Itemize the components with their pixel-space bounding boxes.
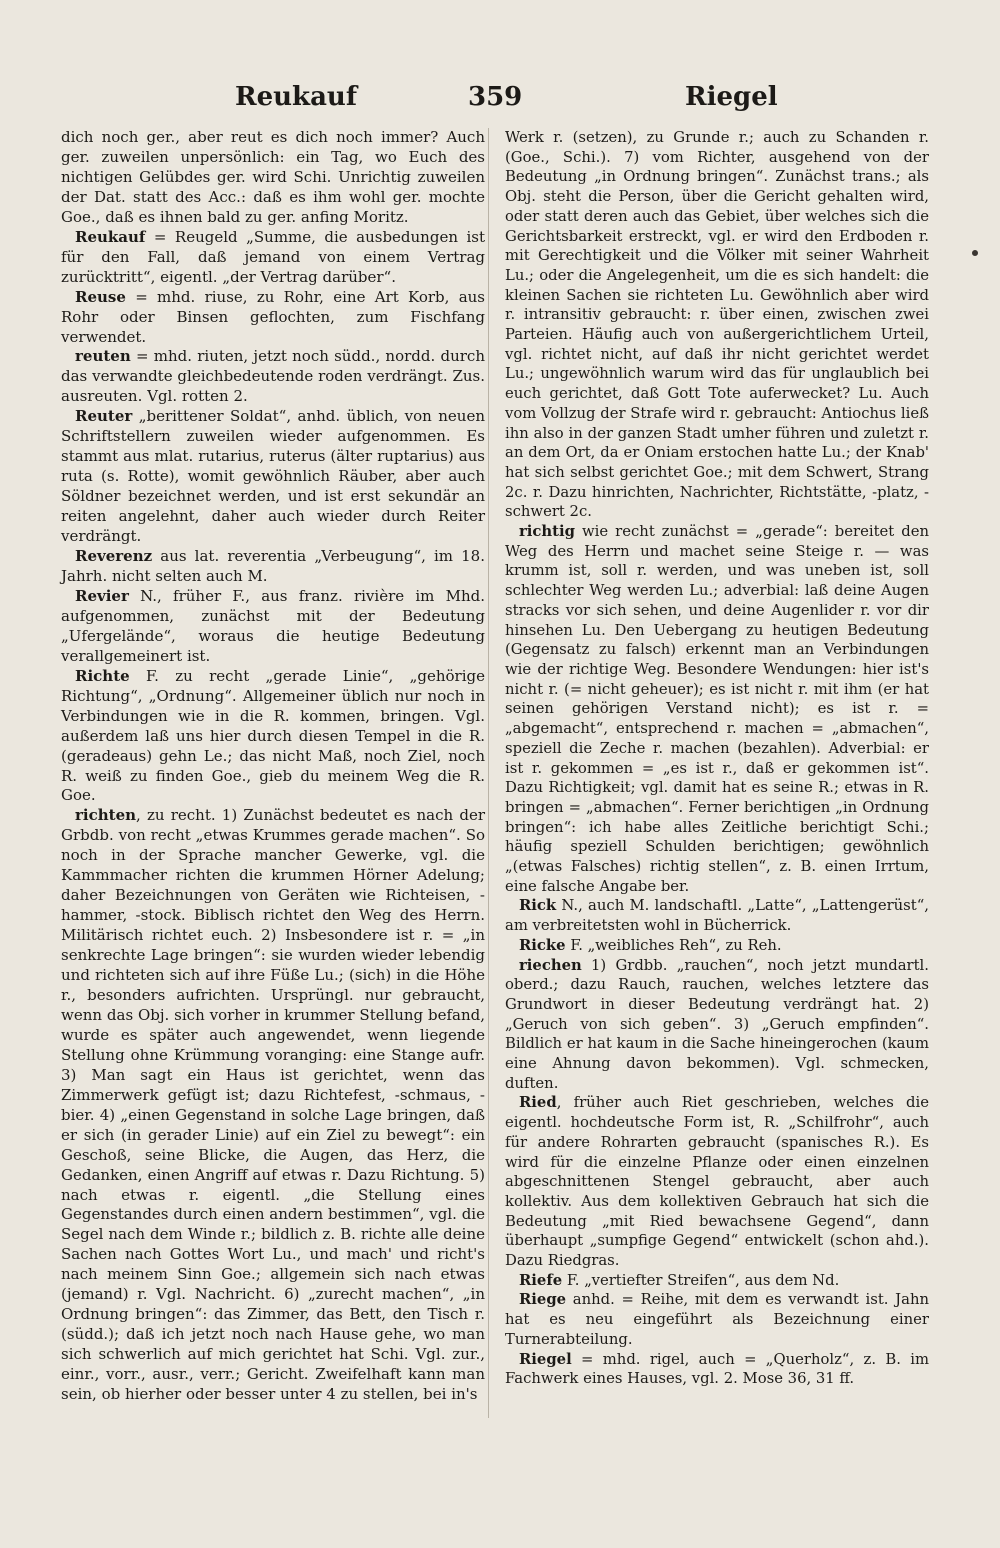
dictionary-entry	[61, 587, 485, 667]
entry-body: F. „vertiefter Streifen“, aus dem Nd.	[562, 1271, 840, 1289]
entry-body: Werk r. (setzen), zu Grunde r.; auch zu Schanden r. (Goe., Schi.). 7) vom Richter, ausgehend von der Bedeutung „in Ordnung bringen“. Zunächst trans.; als Obj. steht die Person, über die Gericht gehalten wird, oder statt deren auch das Gebiet, über welches sich die Gerichtsbarkeit erstreckt, vgl. er wird den Erdboden r. mit Gerechtigkeit und die Völker mit seiner Wahrheit Lu.; oder die Angelegenheit, um die es sich handelt: die kleinen Sachen sie richteten Lu. Gewöhnlich aber wird r. intransitiv gebraucht: r. über einen, zwischen zwei Parteien. Häufig auch von außergerichtlichem Urteil, vgl. richtet nicht, auf daß ihr nicht gerichtet werdet Lu.; ungewöhnlich warum wird das für unglaublich bei euch gerichtet, daß Gott Tote auferwecket? Lu. Auch vom Vollzug der Strafe wird r. gebraucht: Antiochus ließ ihn also in der ganzen Stadt umher führen und zuletzt r. an dem Ort, da er Oniam erstochen hatte Lu.; der Knab' hat sich selbst gerichtet Goe.; mit dem Schwert, Strang 2c. r. Dazu hinrichten, Nachrichter, Richtstätte, -platz, -schwert 2c.	[505, 129, 929, 521]
entry-body: „berittener Soldat“, anhd. üblich, von neuen Schriftstellern zuweilen wieder aufgenommen. Es stammt aus mlat. rutarius, ruterus (älter ruptarius) aus ruta (s. Rotte), womit gewöhnlich Räuber, aber auch Söldner bezeichnet werden, und ist erst sekundär an reiten angelehnt, daher auch wieder durch Reiter verdrängt.	[61, 407, 485, 546]
dictionary-entry	[61, 128, 485, 228]
entry-headword: Reuter	[75, 407, 133, 426]
entry-headword: Rick	[519, 897, 557, 915]
dictionary-entry	[61, 228, 485, 288]
entry-headword: Revier	[75, 586, 129, 605]
entry-body: = mhd. riuten, jetzt noch südd., nordd. durch das verwandte gleichbedeutende roden verdrängt. Zus. ausreuten. Vgl. rotten 2.	[61, 347, 485, 406]
entry-body: wie recht zunächst = „gerade“: bereitet den Weg des Herrn und machet seine Steige r. — was krumm ist, soll r. werden, und was uneben ist, soll schlechter Weg werden Lu.; adverbial: laß deine Augen stracks vor sich sehen, und deine Augenlider r. vor dir hinsehen Lu. Den Uebergang zu heutigen Bedeutung (Gegensatz zu falsch) erkennt man an Verbindungen wie der richtige Weg. Besondere Wendungen: hier ist's nicht r. (= nicht geheuer); es ist nicht r. mit ihm (er hat seinen gehörigen Verstand nicht); es ist r. = „abgemacht“, entsprechend r. machen = „abmachen“, speziell die Zeche r. machen (bezahlen). Adverbial: er ist r. gekommen = „es ist r., daß er gekommen ist“. Dazu Richtigkeit; vgl. damit hat es seine R.; etwas in R. bringen = „abmachen“. Ferner berichtigen „in Ordnung bringen“: ich habe alles Zeitliche berichtigt Schi.; häufig speziell Schulden berichtigen; gewöhnlich „(etwas Falsches) richtig stellen“, z. B. einen Irrtum, eine falsche Angabe ber.	[505, 523, 929, 895]
entry-body: = mhd. riuse, zu Rohr, eine Art Korb, aus Rohr oder Binsen geflochten, zum Fischfang verwendet.	[61, 287, 485, 346]
entry-headword: Ried	[519, 1094, 557, 1112]
entry-headword: richten	[75, 806, 137, 825]
entry-body: dich noch ger., aber reut es dich noch immer? Auch ger. zuweilen unpersönlich: ein Tag, wo Euch des nichtigen Gelübdes ger. wird Schi. Unrichtig zuweilen der Dat. statt des Acc.: daß es ihm wohl ger. mochte Goe., daß es ihnen bald zu ger. anfing Moritz.	[61, 128, 485, 226]
page-number: 359	[468, 82, 523, 112]
entry-body: , früher auch Riet geschrieben, welches die eigentl. hochdeutsche Form ist, R. „Schilfrohr“, auch für andere Rohrarten gebraucht (spanisches R.). Es wird für die einzelne Pflanze oder einen einzelnen abgeschnittenen Stengel gebraucht, aber auch kollektiv. Aus dem kollektiven Gebrauch hat sich die Bedeutung „mit Ried bewachsene Gegend“, dann überhaupt „sumpfige Gegend“ entwickelt (schon ahd.). Dazu Riedgras.	[505, 1094, 929, 1270]
dictionary-entry	[505, 1093, 929, 1270]
dictionary-entry	[61, 667, 485, 807]
entry-headword: Ricke	[519, 936, 566, 954]
dictionary-entry	[61, 288, 485, 348]
entry-body: N., früher F., aus franz. rivière im Mhd. aufgenommen, zunächst mit der Bedeutung „Ufergelände“, woraus die heutige Bedeutung verallgemeinert ist.	[61, 586, 485, 665]
entry-headword: Richte	[75, 666, 130, 685]
dictionary-entry	[505, 956, 929, 1094]
entry-body: anhd. = Reihe, mit dem es verwandt ist. Jahn hat es neu eingeführt als Bezeichnung einer Turnerabteilung.	[505, 1291, 929, 1348]
entry-body: = Reugeld „Summe, die ausbedungen ist für den Fall, daß jemand von einem Vertrag zurücktritt“, eigentl. „der Vertrag darüber“.	[61, 227, 485, 286]
entry-body: F. „weibliches Reh“, zu Reh.	[565, 936, 782, 954]
entry-headword: Riege	[519, 1291, 567, 1309]
margin-mark	[972, 250, 978, 256]
entry-body: = mhd. rigel, auch = „Querholz“, z. B. im Fachwerk eines Hauses, vgl. 2. Mose 36, 31 ff.	[505, 1350, 929, 1388]
entry-body: 1) Grdbb. „rauchen“, noch jetzt mundartl. oberd.; dazu Rauch, rauchen, welches letztere das Grundwort in dieser Bedeutung verdrängt hat. 2) „Geruch von sich geben“. 3) „Geruch empfinden“. Bildlich er hat kaum in die Sache hineingerochen (kaum eine Ahnung davon bekommen). Vgl. schmecken, duften.	[505, 956, 929, 1092]
entry-headword: riechen	[519, 956, 582, 974]
entry-headword: Riegel	[519, 1350, 572, 1368]
dictionary-entry	[505, 896, 929, 935]
entry-body: , zu recht. 1) Zunächst bedeutet es nach der Grbdb. von recht „etwas Krummes gerade machen“. So noch in der Sprache mancher Gewerke, vgl. die Kammmacher richten die krummen Hörner Adelung; daher Bezeichnungen von Geräten wie Richteisen, -hammer, -stock. Biblisch richtet den Weg des Herrn. Militärisch richtet euch. 2) Insbesondere ist r. = „in senkrechte Lage bringen“: sie wurden wieder lebendig und richteten sich auf ihre Füße Lu.; (sich) in die Höhe r., besonders aufrichten. Ursprüngl. nur gebraucht, wenn das Obj. sich vorher in krummer Stellung befand, wurde es später auch angewendet, wenn liegende Stellung ohne Krümmung voranging: eine Stange aufr. 3) Man sagt ein Haus ist gerichtet, wenn das Zimmerwerk gefügt ist; dazu Richtefest, -schmaus, -bier. 4) „einen Gegenstand in solche Lage bringen, daß er sich (in gerader Linie) auf ein Ziel zu bewegt“: ein Geschoß, seine Blicke, die Augen, das Herz, die Gedanken, einen Angriff auf etwas r. Dazu Richtung. 5) nach etwas r. eigentl. „die Stellung eines Gegenstandes durch einen andern bestimmen“, vgl. die Segel nach dem Winde r.; bildlich z. B. richte alle deine Sachen nach Gottes Wort Lu., und mach' und richt's nach meinem Sinn Goe.; allgemein sich nach etwas (jemand) r. Vgl. Nachricht. 6) „zurecht machen“, „in Ordnung bringen“: das Zimmer, das Bett, den Tisch r. (südd.); daß ich jetzt noch nach Hause gehe, wo man sich schwerlich auf mich gerichtet hat Schi. Vgl. zur., einr., vorr., ausr., verr.; Gericht. Zweifelhaft kann man sein, ob hierher oder besser unter 4 zu stellen, bei in's	[61, 806, 485, 1404]
entry-headword: reuten	[75, 347, 131, 366]
dictionary-entry	[61, 347, 485, 407]
column-divider	[488, 128, 489, 1418]
dictionary-entry	[505, 1290, 929, 1349]
header-last-entry: Riegel	[685, 82, 778, 112]
entry-body: F. zu recht „gerade Linie“, „gehörige Richtung“, „Ordnung“. Allgemeiner üblich nur noch in Verbindungen wie in die R. kommen, bringen. Vgl. außerdem laß uns hier durch diesen Tempel in die R. (geradeaus) gehn Le.; das nicht Maß, noch Ziel, noch R. weiß zu finden Goe., gieb du meinem Weg die R. Goe.	[61, 666, 485, 805]
header-first-entry: Reukauf	[235, 82, 358, 112]
entry-body: aus lat. reverentia „Verbeugung“, im 18. Jahrh. nicht selten auch M.	[61, 547, 485, 585]
dictionary-entry	[505, 1271, 929, 1291]
left-column	[61, 128, 485, 1405]
dictionary-entry	[505, 522, 929, 896]
entry-headword: Reverenz	[75, 547, 153, 566]
entry-headword: Reukauf	[75, 227, 146, 246]
dictionary-entry	[61, 806, 485, 1405]
right-column	[505, 128, 929, 1389]
entry-headword: Reuse	[75, 287, 126, 306]
entry-headword: Riefe	[519, 1271, 563, 1289]
dictionary-entry	[61, 547, 485, 587]
dictionary-entry	[505, 1350, 929, 1389]
dictionary-entry	[61, 407, 485, 547]
entry-body: N., auch M. landschaftl. „Latte“, „Lattengerüst“, am verbreitetsten wohl in Bücherrick.	[505, 897, 929, 935]
running-header	[60, 82, 940, 122]
dictionary-entry	[505, 936, 929, 956]
dictionary-entry	[505, 128, 929, 522]
entry-headword: richtig	[519, 523, 575, 541]
